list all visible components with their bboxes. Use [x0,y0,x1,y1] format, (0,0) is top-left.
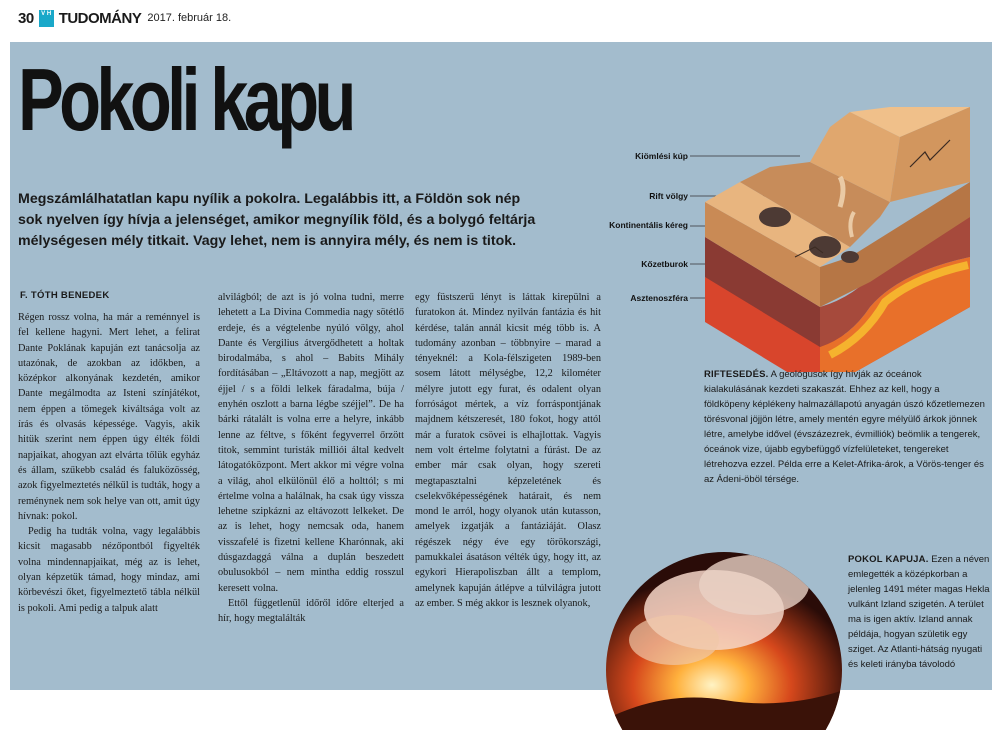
rift-block-diagram [700,107,970,372]
article-panel [10,42,992,690]
hekla-volcano-photo [604,550,844,730]
paragraph: egy füstszerű lényt is láttak kirepülni a furatokon át. Mindez nyilván fantázia és hit kérdése, talán annál kicsit még több is. A tudomány azonban – többnyire – marad a tényeknél: a Kola-félszigeten 1989-ben sosem látott mélységbe, 12,2 kilométer mélyre jutott egy furat, és odalent olyan forróságot mértek, a víz forráspontjának majdnem kétszeresét, 180 fokot, hogy attól már a furatok csövei is elhajlottak. Vagyis nem volt értelme folytatni a fúrást. De az ember már csak olyan, hogy szereti megtapasztalni képzeletének és cselekvőképességének határait, és nem mond le arról, hogy olyanok után kutasson, amelyek izgatják a fantáziáját. Olasz régészek négy éve egy törökországi, pamukkalei ásatáson vélték úgy, hogy itt, az egykori Hierapoliszban állt a templom, amelynek kapuján átlépve a túlvilágra jutott az ember. S még akkor is lesznek olyanok, [415,292,601,609]
label-rift-volgy: Rift völgy [649,191,688,201]
page-number: 30 [18,9,34,27]
label-asztenoszfera: Asztenoszféra [630,293,688,303]
photo-caption [848,552,990,672]
article-lead: Megszámlálhatatlan kapu nyílik a pokolra. Legalábbis itt, a Földön sok nép sok nyelven így hívja a jelenséget, amikor megnyílik föld, és a bolygó feltárja mélységesen mély titkait. Vagy lehet, nem is annyira mély, és nem is titok. [18,191,536,249]
section-name: TUDOMÁNY [58,9,142,27]
text-column-1 [18,310,200,690]
diagram-caption-text: A geológusok így hívják az óceánok kialakulásának kezdeti szakaszát. Ehhez az kell, hogy a földköpeny képlékeny halmazállapotú anyagán úszó kőzetlemezen törésvonal jöjjön létre, amely mentén egyre mélyülő árkok jönnek létre, amelybe idővel (évszázezrek, évmilliók) beömlik a tengerek, óceánok vize, újabb egybefüggő vízfelületeket, tengereket létrehozva ezzel. Példa erre a Kelet-Afrika-árok, a Vörös-tenger és az Ádeni-öböl térsége. [704,369,985,485]
text-column-2 [218,290,404,690]
label-kiomlesi-kup: Kiömlési kúp [635,151,688,161]
label-kozetburok: Kőzetburok [641,259,688,269]
issue-date: 2017. február 18. [147,12,232,24]
article-byline: F. TÓTH BENEDEK [20,290,110,301]
paragraph: alvilágból; de azt is jó volna tudni, merre lehetett a La Divina Commedia nagy sötétlő erdeje, és a végtelenbe nyúló völgy, ahol Dante és Vergilius átvergődhetett a holtak birodalmába, s ahol – Babits Mihály fordításában – „Eltávozott a nap, megjött az éjjel / s a földi lelkek fáradalma, búja / enyhén oszlott a barna légbe széjjel”. De ha bárki rátalált is volna erre a helyre, inkább lenne az féltve, s főként fegyverrel őrzött titok, semmint turisták milliói által kedvelt látogatóközpont. Mert akkor mi végre volna a világ, ahol elkülönül élő a holttól; s mi értelme volna a halálnak, ha csak úgy vissza lehetne szipkázni az eltávozott lelkeket. De az is lehet, hogy nemcsak oda, hanem visszafelé is fizetni kellene Kharónnak, aki dúsgazdaggá válna a duplán beszedett obulusokból – nem mintha eddig rosszul keresett volna. [218,292,404,594]
paragraph: Régen rossz volna, ha már a reménnyel is fel kellene hagyni. Mert lehet, a felirat Dante Poklának kapuján ezt tanácsolja az utazónak, de azokban az időkben, a középkor alkonyának kezdetén, amikor Dante megálmodta az Isteni színjátékot, nem éppen a tömegek kiváltsága volt az írás és olvasás képessége. Vagyis, akik hitük szerint nem éppen úgy élték földi napjaikat, ahogyan azt elvárta tőlük egyház és állam, szűkebb család és faluközösség, azok figyelmeztetés nélkül is tudták, hogy a reménynek nem sok helye van ott, amit úgy hívnak: pokol. [18,312,200,522]
publication-logo: V H [39,10,54,27]
photo-caption-title: POKOL KAPUJA. [848,554,929,565]
label-kontinentalis-kereg: Kontinentális kéreg [609,220,688,230]
photo-caption-text: Ezen a néven emlegették a középkorban a jelenleg 1491 méter magas Hekla vulkánt Izland szigetén. A terület ma is igen aktív. Izland annak példája, hogyan születik egy sziget. Az Atlanti-hátság nyugati és keleti irányba távolodó [848,554,990,670]
diagram-caption-title: RIFTESEDÉS. [704,369,769,380]
paragraph: Pedig ha tudták volna, vagy legalábbis kicsit magasabb nézőpontból figyelték volna mindennapjaikat, még az is lehet, olyan képzetük támad, hogy mindaz, ami körbevészi őket, figyelmeztető tábla nélkül is pokoli. Ami pedig a talpuk alatt [18,526,200,614]
paragraph: Ettől függetlenül időről időre elterjed a hír, hogy megtalálták [218,597,404,625]
article-title: Pokoli kapu [18,50,352,149]
diagram-caption [704,367,986,487]
page-header [18,8,231,28]
text-column-3 [415,290,601,690]
